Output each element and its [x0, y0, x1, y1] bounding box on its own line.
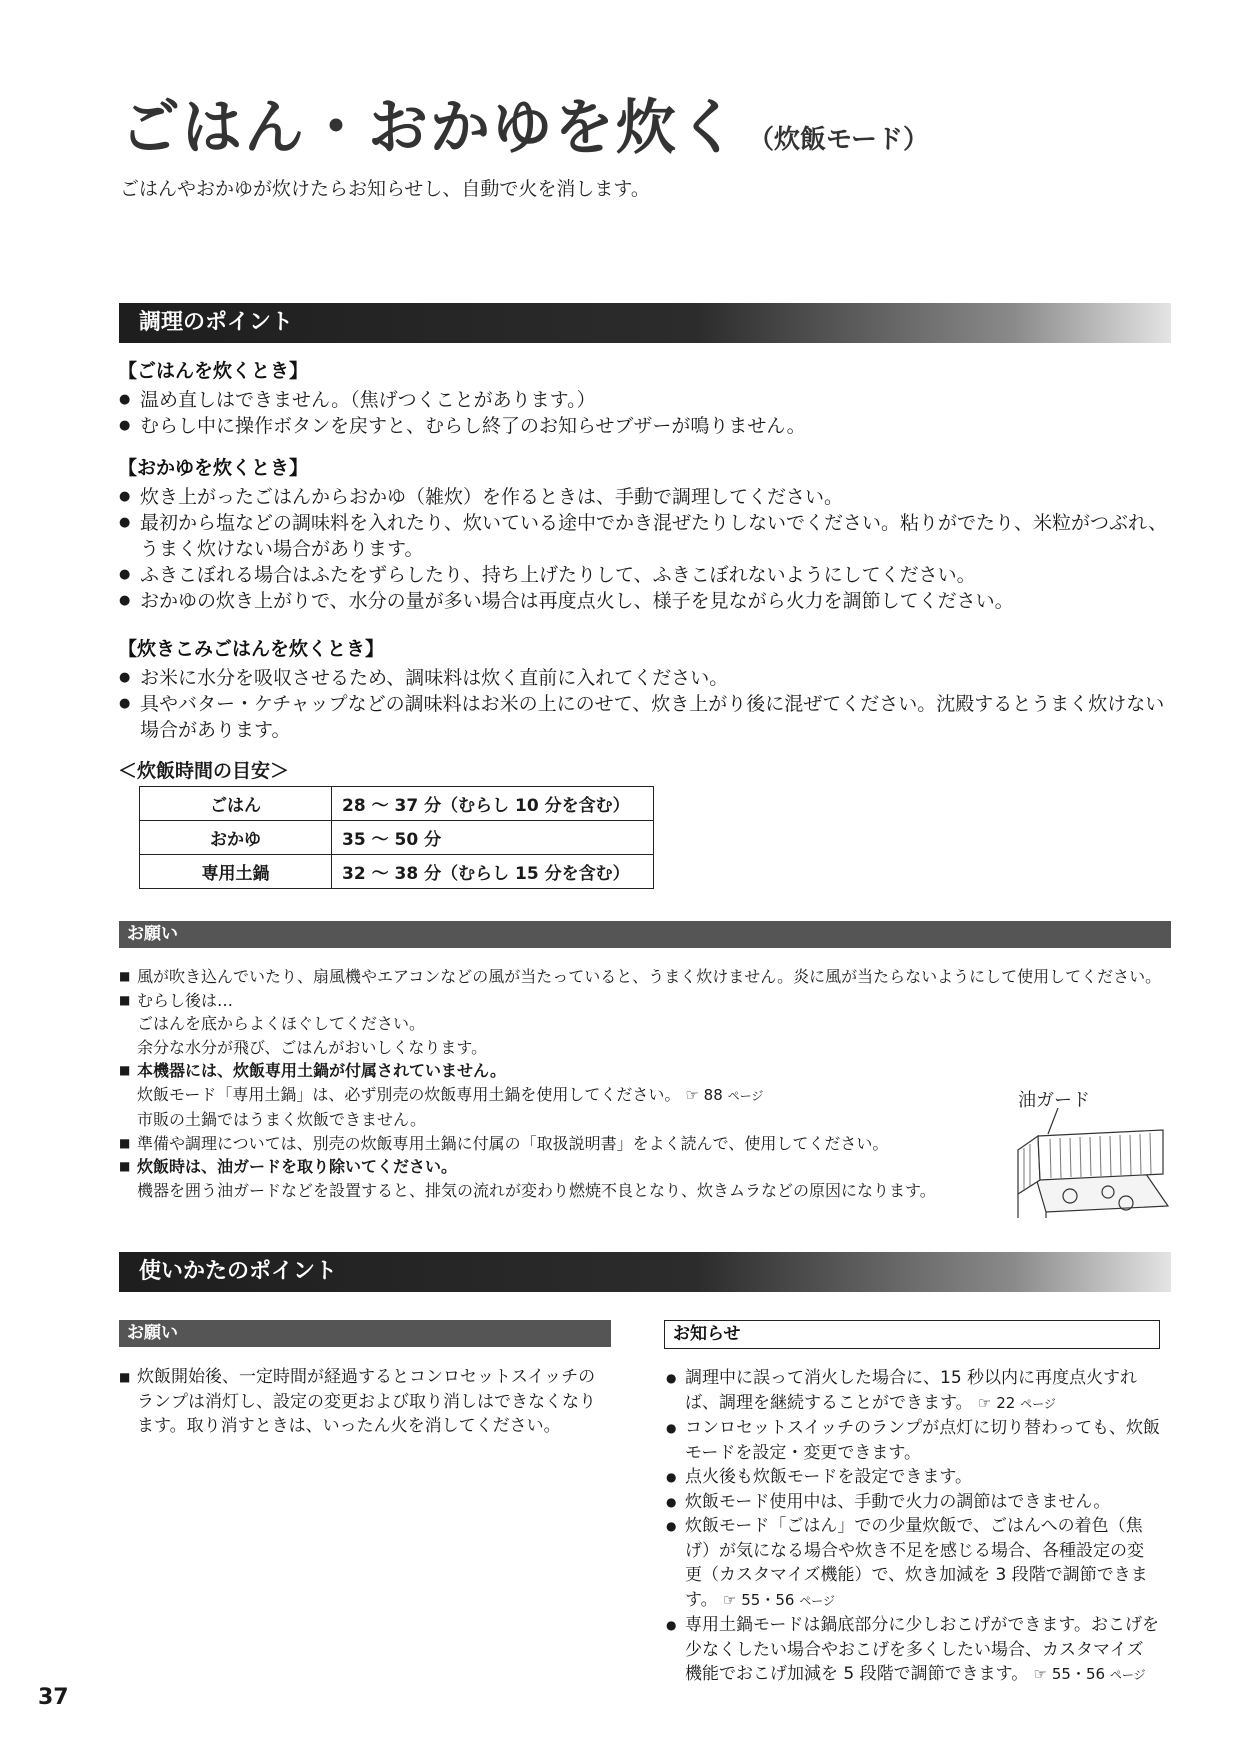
page-subtitle: ごはんやおかゆが炊けたらお知らせし、自動で火を消します。	[120, 178, 650, 200]
table-row	[140, 855, 654, 889]
list-gohan	[119, 387, 1171, 439]
table-row	[140, 787, 654, 821]
list-item: ● むらし中に操作ボタンを戻すと、むらし終了のお知らせブザーが鳴りません。	[119, 413, 1171, 439]
table-cell-value: 28 ～ 37 分（むらし 10 分を含む）	[332, 787, 654, 821]
list-item: ● お米に水分を吸収させるため、調味料は炊く直前に入れてください。	[119, 665, 1171, 691]
notice-header-request: お願い	[119, 921, 1171, 948]
list-item	[666, 1490, 1160, 1515]
list-request-2	[119, 1365, 611, 1439]
list-item-text: 市販の土鍋ではうまく炊飯できません。	[137, 1110, 426, 1129]
notice-header-request-2: お願い	[119, 1320, 611, 1347]
list-item-text: 炊飯モード「ごはん」での少量炊飯で、ごはんへの着色（焦げ）が気になる場合や炊き不足を感じる場合、各種設定の変更（カスタマイズ機能）で、炊き加減を 3 段階で調節できます。	[685, 1516, 1148, 1610]
list-item-text: ごはんを底からよくほぐしてください。	[137, 1014, 426, 1033]
list-item-bold: ■ 本機器には、炊飯専用土鍋が付属されていません。	[137, 1061, 506, 1080]
subheading-okayu: 【おかゆを炊くとき】	[118, 457, 309, 479]
subheading-takikomi: 【炊きこみごはんを炊くとき】	[118, 638, 385, 660]
section-header-cooking-points: 調理のポイント	[119, 303, 1171, 343]
page-reference: ☞ 55・56 ページ	[723, 1590, 835, 1609]
table-cell-value: 35 ～ 50 分	[332, 821, 654, 855]
table-cell-value: 32 ～ 38 分（むらし 15 分を含む）	[332, 855, 654, 889]
list-okayu	[119, 484, 1171, 614]
list-item	[119, 989, 1171, 1060]
list-item	[666, 1416, 1160, 1465]
table-row	[140, 821, 654, 855]
page-title-main: ごはん・おかゆを炊く	[120, 93, 740, 163]
list-item	[666, 1514, 1160, 1613]
list-item-text: 点火後も炊飯モードを設定できます。	[685, 1467, 972, 1487]
list-item: ● 最初から塩などの調味料を入れたり、炊いている途中でかき混ぜたりしないでください。粘りがでたり、米粒がつぶれ、うまく炊けない場合があります。	[119, 510, 1171, 562]
list-item-text: 余分な水分が飛び、ごはんがおいしくなります。	[137, 1037, 488, 1057]
list-item: ● 温め直しはできません。（焦げつくことがあります。）	[119, 387, 1171, 413]
list-item	[666, 1366, 1160, 1416]
list-item-text: 炊飯モード使用中は、手動で火力の調節はできません。	[685, 1491, 1111, 1512]
cooking-time-table	[139, 786, 654, 889]
list-item-text: ■ 準備や調理については、別売の炊飯専用土鍋に付属の「取扱説明書」をよく読んで、使用してください。	[137, 1133, 889, 1153]
list-item-bold: ■ 炊飯時は、油ガードを取り除いてください。	[137, 1157, 458, 1176]
page-reference: ☞ 22 ページ	[978, 1393, 1056, 1412]
oil-guard-illustration	[1008, 1108, 1173, 1218]
list-item-text: 専用土鍋モードは鍋底部分に少しおこげができます。おこげを少なくしたい場合やおこげを多くしたい場合、カスタマイズ機能でおこげ加減を 5 段階で調節できます。	[685, 1615, 1159, 1684]
section-header-usage-points: 使いかたのポイント	[119, 1252, 1171, 1292]
list-item-text: ■ むらし後は…	[137, 990, 234, 1010]
list-takikomi	[119, 665, 1171, 743]
page-reference: ☞ 88 ページ	[685, 1085, 764, 1104]
list-info	[666, 1366, 1160, 1688]
list-item-text: コンロセットスイッチのランプが点灯に切り替わっても、炊飯モードを設定・変更できます。	[685, 1418, 1160, 1463]
list-item	[666, 1465, 1160, 1490]
list-item-text: 調理中に誤って消火した場合に、15 秒以内に再度点火すれば、調理を継続することができます。	[685, 1368, 1138, 1413]
page-reference: ☞ 55・56 ページ	[1033, 1665, 1146, 1683]
list-item	[666, 1613, 1160, 1688]
list-item: ■ 炊飯開始後、一定時間が経過するとコンロセットスイッチのランプは消灯し、設定の変更および取り消しはできなくなります。取り消すときは、いったん火を消してください。	[119, 1365, 611, 1439]
list-item: ● ふきこぼれる場合はふたをずらしたり、持ち上げたりして、ふきこぼれないようにしてください。	[119, 562, 1171, 588]
page-title	[120, 80, 929, 166]
list-item: ● 炊き上がったごはんからおかゆ（雑炊）を作るときは、手動で調理してください。	[119, 484, 1171, 510]
list-item	[119, 965, 1171, 989]
list-item-text: 機器を囲う油ガードなどを設置すると、排気の流れが変わり燃焼不良となり、炊きムラなどの原因になります。	[137, 1180, 936, 1200]
table-cell-label: 専用土鍋	[140, 855, 332, 889]
figure-label-oil-guard: 油ガード	[1018, 1090, 1090, 1111]
page-title-sub: （炊飯モード）	[748, 125, 929, 155]
list-item: ● おかゆの炊き上がりで、水分の量が多い場合は再度点火し、様子を見ながら火力を調節してください。	[119, 588, 1171, 614]
notice-header-info: お知らせ	[664, 1320, 1160, 1349]
list-item-text: 炊飯モード「専用土鍋」は、必ず別売の炊飯専用土鍋を使用してください。	[137, 1084, 681, 1104]
list-item-text: ■ 風が吹き込んでいたり、扇風機やエアコンなどの風が当たっていると、うまく炊けません。炎に風が当たらないようにして使用してください。	[137, 967, 1162, 986]
table-title: ＜炊飯時間の目安＞	[118, 760, 290, 782]
page-number: 37	[38, 1685, 69, 1710]
list-item: ● 具やバター・ケチャップなどの調味料はお米の上にのせて、炊き上がり後に混ぜてください。沈殿するとうまく炊けない場合があります。	[119, 691, 1171, 743]
subheading-gohan: 【ごはんを炊くとき】	[118, 360, 309, 382]
table-cell-label: おかゆ	[140, 821, 332, 855]
table-cell-label: ごはん	[140, 787, 332, 821]
